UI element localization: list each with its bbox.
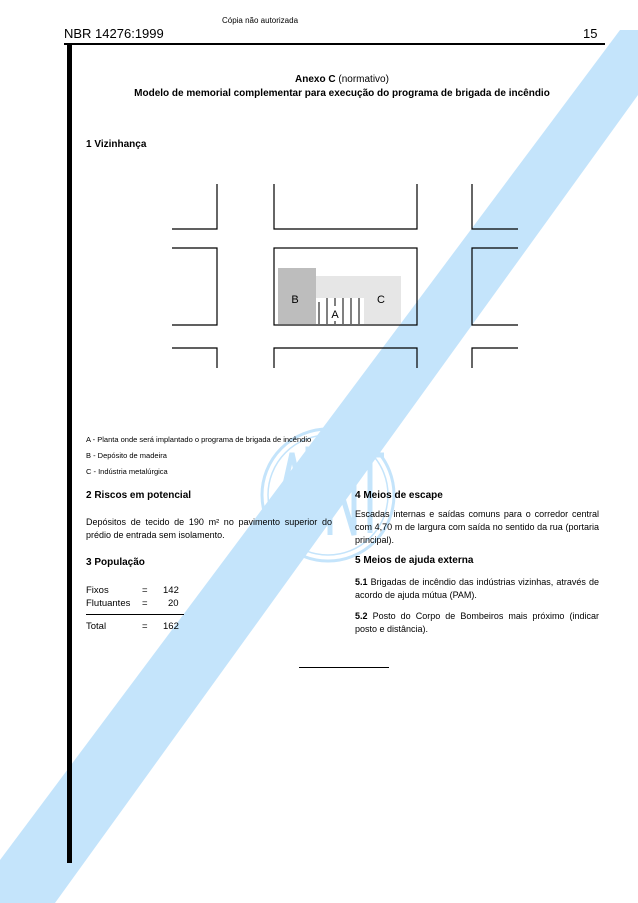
annex-label: Anexo C xyxy=(295,74,336,85)
legend-item-a: A - Planta onde será implantado o programa de brigada de incêndio xyxy=(86,435,312,444)
item-number: 5.2 xyxy=(355,611,368,621)
block-bottom-center xyxy=(274,348,417,368)
block-mid-left xyxy=(172,248,217,325)
item-text: Posto do Corpo de Bombeiros mais próximo (indicar posto e distância). xyxy=(355,611,599,634)
population-equals: = xyxy=(142,621,148,632)
population-total-label: Total xyxy=(86,621,107,632)
population-equals: = xyxy=(142,598,148,609)
population-total-value: 162 xyxy=(163,621,179,632)
building-strip xyxy=(316,276,364,298)
section-3-title: 3 População xyxy=(86,557,145,568)
map-label-b: B xyxy=(291,294,299,306)
population-value: 20 xyxy=(168,598,179,609)
annex-subtitle: Modelo de memorial complementar para execução do programa de brigada de incêndio xyxy=(134,88,550,99)
item-text: Brigadas de incêndio das indústrias vizinhas, através de acordo de ajuda mútua (PAM). xyxy=(355,577,599,600)
population-value: 142 xyxy=(163,585,179,596)
page-number: 15 xyxy=(583,26,598,41)
standard-code: NBR 14276:1999 xyxy=(64,26,164,41)
copy-notice: Cópia não autorizada xyxy=(221,16,299,25)
section-1-title: 1 Vizinhança xyxy=(86,139,147,150)
section-5-item-1 xyxy=(355,576,599,602)
item-number: 5.1 xyxy=(355,577,368,587)
block-top-right xyxy=(472,184,518,229)
section-2-title: 2 Riscos em potencial xyxy=(86,490,192,501)
population-sum-rule xyxy=(86,614,184,615)
block-bottom-right xyxy=(472,348,518,368)
block-mid-right xyxy=(472,248,518,325)
population-equals: = xyxy=(142,585,148,596)
map-label-c: C xyxy=(377,294,385,306)
block-top-center xyxy=(274,184,417,229)
population-label: Flutuantes xyxy=(86,598,131,609)
legend-item-b: B - Depósito de madeira xyxy=(86,451,167,460)
section-4-title: 4 Meios de escape xyxy=(355,490,443,501)
block-top-left xyxy=(172,184,217,229)
block-bottom-left xyxy=(172,348,217,368)
map-label-a: A xyxy=(331,309,339,321)
section-4-text: Escadas internas e saídas comuns para o corredor central com 4,70 m de largura com saída no sentido da rua (portaria principal). xyxy=(355,509,599,545)
annex-qualifier: (normativo) xyxy=(338,74,389,85)
end-rule xyxy=(299,667,389,668)
section-5-item-2 xyxy=(355,610,599,636)
population-label: Fixos xyxy=(86,585,109,596)
section-2-text: Depósitos de tecido de 190 m² no pavimento superior do prédio de entrada sem isolamento. xyxy=(86,517,332,540)
section-5-title: 5 Meios de ajuda externa xyxy=(355,555,474,566)
legend-item-c: C - Indústria metalúrgica xyxy=(86,467,168,476)
